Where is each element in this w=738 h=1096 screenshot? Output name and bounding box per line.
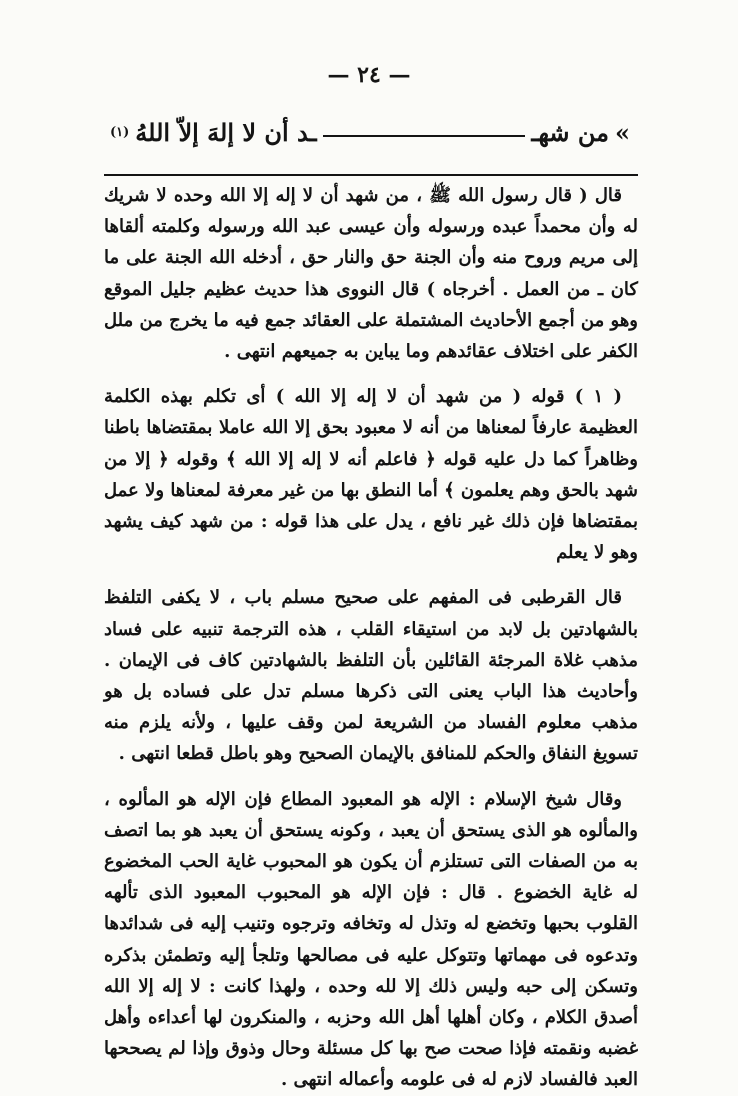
- heading-open-quote: »: [615, 117, 630, 147]
- heading-part-two: ـد أن لا إلهَ إلاّ اللهُ: [135, 117, 317, 147]
- body-text: [104, 180, 638, 1096]
- chapter-heading: [110, 112, 630, 152]
- footnote-marker: (١): [110, 124, 130, 140]
- heading-stretch-line: [323, 135, 526, 137]
- paragraph-hadith: قال ( قال رسول الله ﷺ ، من شهد أن لا إله إلا الله وحده لا شريك له وأن محمداً عبده ورسوله وأن عيسى عبد الله ورسوله وكلمته ألقاها إلى مريم وروح منه وأن الجنة حق والنار حق ، أدخله الله الجنة على ما كان ـ من العمل . أخرجاه ) قال النووى هذا حديث عظيم جليل الموقع وهو من أجمع الأحاديث المشتملة على العقائد جمع فيه ما يخرج من ملل الكفر على اختلاف عقائدهم وما يباين به جميعهم انتهى .: [104, 185, 638, 363]
- divider-rule: [104, 174, 638, 176]
- paragraph-shaykh-islam: وقال شيخ الإسلام : الإله هو المعبود المطاع فإن الإله هو المألوه ، والمألوه هو الذى يستحق أن يعبد ، وكونه يستحق أن يعبد هو بما اتصف به من الصفات التى تستلزم أن يكون هو المحبوب غاية الحب المخضوع له غاية الخضوع . قال : فإن الإله هو المحبوب المعبود الذى تألهه القلوب بحبها وتخضع له وتذل له وتخافه وترجوه وتنيب إليه فى شدائدها وتدعوه فى مهماتها وتتوكل عليه فى مصالحها وتلجأ إليه وتطمئن بذكره وتسكن إلى حبه وليس ذلك إلا لله وحده ، ولهذا كانت : لا إله إلا الله أصدق الكلام ، وكان أهلها أهل الله وحزبه ، والمنكرون لها أعداءه وأهل غضبه ونقمته فإذا صحت صح بها كل مسئلة وحال وذوق وإذا لم يصححها العبد فالفساد لازم له فى علومه وأعماله انتهى .: [104, 788, 638, 1091]
- paragraph-qurtubi: قال القرطبى فى المفهم على صحيح مسلم باب ، لا يكفى التلفظ بالشهادتين بل لابد من استيقاء القلب ، هذه الترجمة تنبيه على فساد مذهب غلاة المرجئة القائلين بأن التلفظ بالشهادتين كاف فى الإيمان . وأحاديث هذا الباب يعنى التى ذكرها مسلم تدل على فساده بل هو مذهب معلوم الفساد من الشريعة لمن وقف عليها ، ولأنه يلزم منه تسويغ النفاق والحكم للمنافق بالإيمان الصحيح وهو باطل قطعا انتهى .: [104, 587, 638, 765]
- heading-part-one: من شهـ: [531, 117, 609, 147]
- paragraph-commentary: ( ١ ) قوله ( من شهد أن لا إله إلا الله ) أى تكلم بهذه الكلمة العظيمة عارفاً لمعناها من أنه لا معبود بحق إلا الله عاملا بمقتضاها باطنا وظاهراً كما دل عليه قوله ﴿ فاعلم أنه لا إله إلا الله ﴾ وقوله ﴿ إلا من شهد بالحق وهم يعلمون ﴾ أما النطق بها من غير معرفة لمعناها ولا عمل بمقتضاها فإن ذلك غير نافع ، يدل على هذا قوله : من شهد كيف يشهد وهو لا يعلم: [104, 386, 638, 564]
- page-number: — ٢٤ —: [327, 62, 411, 88]
